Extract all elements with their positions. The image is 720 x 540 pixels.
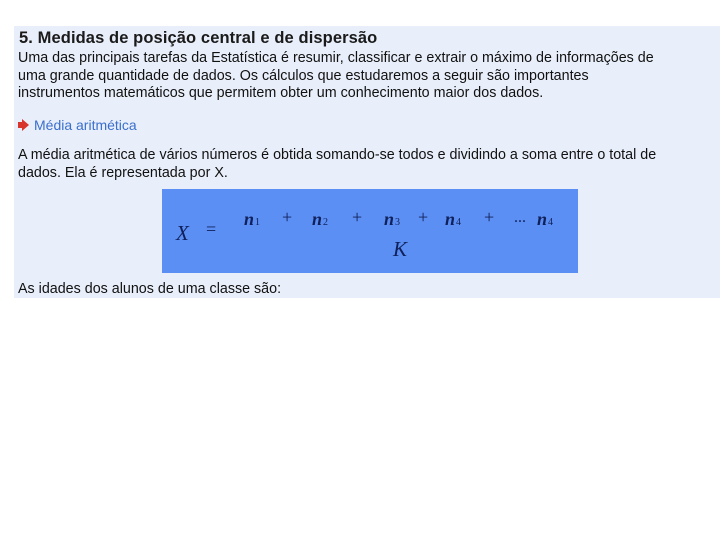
intro-line: instrumentos matemáticos que permitem obter um conhecimento maior dos dados. bbox=[18, 85, 544, 101]
formula-term: n4 bbox=[537, 209, 554, 229]
definition-line: dados. Ela é representada por X. bbox=[18, 164, 228, 181]
formula-term: n4 bbox=[445, 209, 462, 229]
formula-term: n1 bbox=[244, 209, 261, 229]
subsection-label: Média aritmética bbox=[34, 117, 137, 133]
intro-paragraph bbox=[18, 50, 654, 103]
formula-box bbox=[162, 189, 578, 273]
formula-equals: = bbox=[206, 219, 217, 239]
formula-lhs: X bbox=[176, 221, 189, 245]
subsection-media-aritmetica bbox=[18, 116, 137, 134]
formula-term: n3 bbox=[384, 209, 401, 229]
red-arrow-bullet-icon bbox=[18, 118, 30, 132]
closing-line: As idades dos alunos de uma classe são: bbox=[18, 281, 282, 297]
definition-line: A média aritmética de vários números é obtida somando-se todos e dividindo a soma entre o total de bbox=[18, 147, 657, 163]
section-heading: 5. Medidas de posição central e de dispersão bbox=[19, 29, 378, 47]
formula-denominator: K bbox=[393, 237, 408, 261]
formula-plus: + bbox=[418, 207, 429, 227]
intro-line: uma grande quantidade de dados. Os cálculos que estudaremos a seguir são importantes bbox=[18, 67, 589, 84]
formula-plus: + bbox=[484, 207, 495, 227]
formula-plus: + bbox=[282, 207, 293, 227]
formula-term: n2 bbox=[312, 209, 329, 229]
intro-line: Uma das principais tarefas da Estatística é resumir, classificar e extrair o máximo de informações de bbox=[18, 50, 654, 66]
definition-paragraph bbox=[18, 147, 656, 182]
formula-plus: + bbox=[352, 207, 363, 227]
formula-ellipsis: ... bbox=[514, 209, 526, 226]
